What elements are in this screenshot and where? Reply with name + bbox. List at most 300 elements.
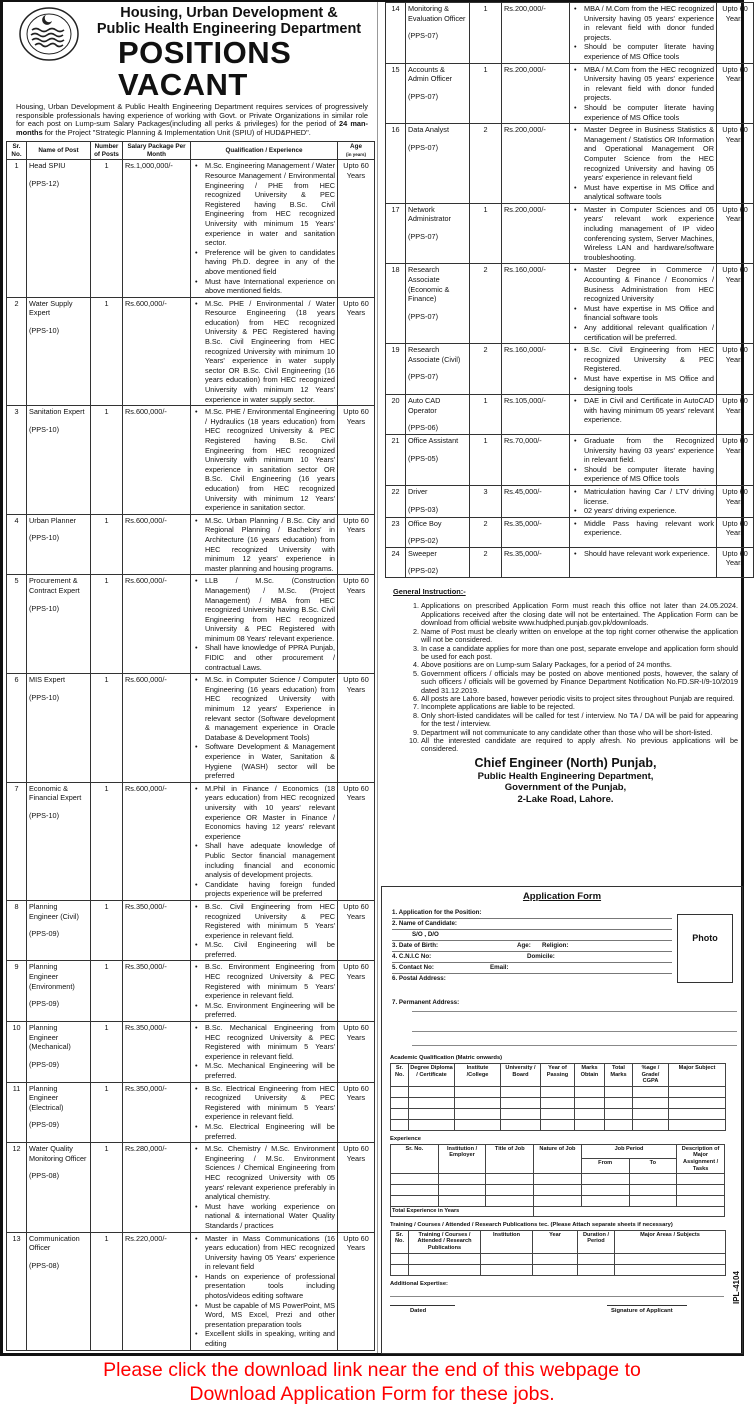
form-cell[interactable] xyxy=(409,1253,481,1264)
qualification-item: • Master in Computer Sciences and 05 years' relevant work experience including management of IP video conferencing system, Server Machines, Wireless LAN and hardware/software troubleshooting. xyxy=(572,205,714,263)
address-line[interactable] xyxy=(412,1031,737,1032)
form-column-header: Title of Job xyxy=(486,1144,534,1173)
form-cell[interactable] xyxy=(578,1264,615,1275)
form-cell[interactable] xyxy=(391,1086,409,1097)
field-label: 3. Date of Birth: xyxy=(392,942,439,949)
form-cell[interactable] xyxy=(581,1196,629,1207)
form-cell[interactable] xyxy=(533,1253,578,1264)
form-field[interactable] xyxy=(392,999,672,1009)
serial-number: 10 xyxy=(7,1022,27,1083)
salary-package: Rs.105,000/- xyxy=(502,395,570,435)
serial-number: 11 xyxy=(7,1082,27,1143)
qualification-item: • B.Sc. Civil Engineering from HEC recognized University & PEC Registered with minimum 5 Years' experience in relevant field. xyxy=(193,902,335,940)
position-row xyxy=(386,547,754,577)
form-cell[interactable] xyxy=(575,1097,605,1108)
post-name-cell xyxy=(406,344,470,395)
form-cell[interactable] xyxy=(669,1097,726,1108)
form-cell[interactable] xyxy=(438,1185,486,1196)
post-name: Data Analyst xyxy=(408,125,449,135)
form-column-header: University / Board xyxy=(501,1064,541,1087)
form-cell[interactable] xyxy=(534,1185,582,1196)
serial-number: 7 xyxy=(7,782,27,900)
form-cell[interactable] xyxy=(633,1086,669,1097)
qualification-cell xyxy=(570,3,717,64)
age-limit: Upto 60 Years xyxy=(338,297,375,406)
form-cell[interactable] xyxy=(486,1196,534,1207)
form-cell[interactable] xyxy=(501,1086,541,1097)
number-of-posts: 1 xyxy=(91,1082,123,1143)
qualification-cell xyxy=(191,160,338,297)
column-header-posts xyxy=(91,142,123,160)
position-row xyxy=(386,395,754,435)
age-limit: Upto 60 Years xyxy=(338,1143,375,1232)
serial-number: 15 xyxy=(386,63,406,124)
qualification-cell xyxy=(191,406,338,515)
position-row xyxy=(386,434,754,485)
post-name-cell xyxy=(27,782,91,900)
form-cell[interactable] xyxy=(677,1196,725,1207)
form-cell[interactable] xyxy=(391,1196,439,1207)
age-label: Age: xyxy=(517,942,531,949)
serial-number: 3 xyxy=(7,406,27,515)
form-cell[interactable] xyxy=(633,1108,669,1119)
post-name: Economic & Financial Expert xyxy=(29,783,82,803)
post-name-cell xyxy=(406,547,470,577)
qualification-item: • B.Sc. Environment Engineering from HEC recognized University & PEC Registered with minimum 5 Years' experience in relevant field. xyxy=(193,962,335,1000)
signatory-govt: Government of the Punjab, xyxy=(504,782,627,794)
age-limit: Upto 60 Years xyxy=(717,344,754,395)
column-header-qual xyxy=(191,142,338,160)
form-column-header: Total Marks xyxy=(605,1064,633,1087)
training-caption: Training / Courses / Attended / Research Publications tec. (Please Attach separate sheets if necessary) xyxy=(390,1221,673,1228)
qualification-cell xyxy=(191,1232,338,1350)
form-cell[interactable] xyxy=(391,1119,409,1130)
number-of-posts: 2 xyxy=(470,344,502,395)
form-cell[interactable] xyxy=(438,1174,486,1185)
age-limit: Upto 60 Years xyxy=(717,547,754,577)
position-row xyxy=(386,63,754,124)
post-name-cell xyxy=(27,406,91,515)
salary-package: Rs.350,000/- xyxy=(123,1082,191,1143)
column-header-salary xyxy=(123,142,191,160)
form-cell[interactable] xyxy=(633,1097,669,1108)
post-name-cell xyxy=(406,3,470,64)
signature-label: Signature of Applicant xyxy=(611,1307,673,1314)
position-row xyxy=(7,514,375,575)
form-cell[interactable] xyxy=(409,1097,455,1108)
qualification-cell xyxy=(191,297,338,406)
form-cell[interactable] xyxy=(455,1086,501,1097)
field-label: 5. Contact No: xyxy=(392,964,434,971)
number-of-posts: 1 xyxy=(91,1232,123,1350)
qualification-item: • Master in Mass Communications (16 years education) from HEC recognized University having 05 Years' experience in relevant field xyxy=(193,1234,335,1272)
form-cell[interactable] xyxy=(409,1086,455,1097)
qualification-item: • B.Sc. Electrical Engineering from HEC recognized University & PEC Registered with minimum 5 Years' experience in relevant field. xyxy=(193,1084,335,1122)
qualification-item: • Shall have adequate knowledge of Public Sector financial management including financial and economic analysis of development projects. xyxy=(193,841,335,879)
salary-package: Rs.200,000/- xyxy=(502,203,570,264)
instruction-item: 9. Department will not communicate to any candidate other than those who will be short-listed. xyxy=(421,729,738,737)
serial-number: 21 xyxy=(386,434,406,485)
form-column-header: Institution / Employer xyxy=(438,1144,486,1173)
qualification-item: • Preference will be given to candidates having Ph.D. degree in any of the above mentioned field xyxy=(193,248,335,277)
punjab-government-logo-icon xyxy=(18,6,80,62)
post-name-cell xyxy=(27,1022,91,1083)
form-cell[interactable] xyxy=(633,1119,669,1130)
instruction-item: 3. In case a candidate applies for more than one post, separate envelope and application form should be used for each post. xyxy=(421,645,738,662)
signature-row xyxy=(390,1305,724,1323)
form-cell[interactable] xyxy=(669,1119,726,1130)
form-cell[interactable] xyxy=(629,1185,677,1196)
form-blank-row xyxy=(391,1086,726,1097)
form-cell[interactable] xyxy=(534,1196,582,1207)
post-name-cell xyxy=(27,160,91,297)
qualification-item: • Master Degree in Commerce / Accounting & Finance / Economics / Business Administration from HEC recognized University xyxy=(572,265,714,303)
form-cell[interactable] xyxy=(391,1174,439,1185)
instruction-item: 1. Applications on prescribed Application Form must reach this office not later than 24.05.2024. Applications received after the closing date will not be entertained. The Application Form can be download from official website www.hudphed.punjab.gov.pk/downloads. xyxy=(421,602,738,627)
qualification-item: • Shall have knowledge of PPRA Punjab, FIDIC and other procurement / contractual Laws. xyxy=(193,643,335,672)
age-limit: Upto 60 Years xyxy=(338,674,375,783)
form-field[interactable] xyxy=(392,975,672,985)
intro-paragraph xyxy=(16,103,368,137)
qualification-item: • Should be computer literate having experience of MS Office tools xyxy=(572,465,714,484)
qualification-cell xyxy=(570,517,717,547)
signature-line[interactable] xyxy=(607,1305,687,1306)
form-cell[interactable] xyxy=(486,1185,534,1196)
form-column-header: Major Subject xyxy=(669,1064,726,1087)
signatory-title: Chief Engineer (North) Punjab, xyxy=(474,755,657,770)
form-cell[interactable] xyxy=(541,1097,575,1108)
form-column-header: Training / Courses / Attended / Research Publications xyxy=(409,1230,481,1253)
qualification-item: • Must have working experience on national & international Water Quality Standards / practices xyxy=(193,1202,335,1231)
header-label: Sr. No. xyxy=(11,143,22,158)
additional-expertise-line[interactable] xyxy=(390,1289,724,1297)
serial-number: 14 xyxy=(386,3,406,64)
qualification-item: • M.Sc. Civil Engineering will be preferred. xyxy=(193,940,335,959)
number-of-posts: 1 xyxy=(91,782,123,900)
age-limit: Upto 60 Years xyxy=(338,160,375,297)
number-of-posts: 1 xyxy=(91,406,123,515)
number-of-posts: 2 xyxy=(470,124,502,204)
religion-label: Religion: xyxy=(542,942,569,949)
post-name: Auto CAD Operator xyxy=(408,396,441,415)
form-title: Application Form xyxy=(522,891,602,902)
form-column-header: From xyxy=(581,1159,629,1174)
form-tables-section xyxy=(382,1055,742,1329)
salary-package: Rs.600,000/- xyxy=(123,297,191,406)
form-column-header: Nature of Job xyxy=(534,1144,582,1173)
age-limit: Upto 60 Years xyxy=(717,63,754,124)
pay-scale: (PPS-09) xyxy=(29,1059,60,1069)
right-column xyxy=(385,2,748,805)
post-name: Urban Planner xyxy=(29,515,77,525)
form-cell[interactable] xyxy=(501,1119,541,1130)
post-name-cell xyxy=(406,395,470,435)
qualification-item: • Any additional relevant qualification / certification will be preferred. xyxy=(572,323,714,342)
form-cell[interactable] xyxy=(438,1196,486,1207)
form-cell[interactable] xyxy=(615,1264,726,1275)
serial-number: 8 xyxy=(7,900,27,961)
qualification-item: • Hands on experience of professional presentation tools including photos/videos editing software xyxy=(193,1272,335,1301)
position-row xyxy=(386,264,754,344)
age-limit: Upto 60 Years xyxy=(338,514,375,575)
form-cell[interactable] xyxy=(581,1174,629,1185)
qualification-cell xyxy=(570,124,717,204)
position-row xyxy=(7,782,375,900)
qualification-item: • MBA / M.Com from the HEC recognized University having 05 years' experience in relevant field with donor funded projects. xyxy=(572,65,714,103)
pay-scale: (PPS-07) xyxy=(408,142,439,152)
serial-number: 17 xyxy=(386,203,406,264)
form-cell[interactable] xyxy=(501,1097,541,1108)
post-name: Office Assistant xyxy=(408,435,459,445)
column-header-sr xyxy=(7,142,27,160)
serial-number: 19 xyxy=(386,344,406,395)
qualification-item: • Should be computer literate having experience of MS Office tools xyxy=(572,42,714,61)
table-header-row xyxy=(7,142,375,160)
qualification-item: • Matriculation having Car / LTV driving license. xyxy=(572,487,714,506)
position-row xyxy=(386,124,754,204)
qualification-item: • M.Sc. Environment Engineering will be preferred. xyxy=(193,1001,335,1020)
number-of-posts: 1 xyxy=(91,1143,123,1232)
pay-scale: (PPS-07) xyxy=(408,91,439,101)
header-label: Name of Post xyxy=(38,147,79,155)
form-cell[interactable] xyxy=(669,1086,726,1097)
qualification-cell xyxy=(570,63,717,124)
serial-number: 13 xyxy=(7,1232,27,1350)
qualification-cell xyxy=(191,900,338,961)
qualification-item: • 02 years' driving experience. xyxy=(572,506,714,516)
form-cell[interactable] xyxy=(534,1174,582,1185)
form-cell[interactable] xyxy=(391,1097,409,1108)
post-name-cell xyxy=(406,264,470,344)
position-row xyxy=(7,1022,375,1083)
advert-header xyxy=(6,2,374,141)
form-cell[interactable] xyxy=(486,1174,534,1185)
salary-package: Rs.600,000/- xyxy=(123,514,191,575)
post-name: Sweeper xyxy=(408,548,437,558)
dated-label: Dated xyxy=(410,1307,427,1314)
form-cell[interactable] xyxy=(391,1108,409,1119)
post-name-cell xyxy=(27,1143,91,1232)
qualification-cell xyxy=(191,575,338,674)
post-name: Planning Engineer (Environment) xyxy=(29,962,75,991)
instruction-item: 6. All posts are Lahore based, however periodic visits to project sites throughout Punjab are required. xyxy=(421,695,738,703)
form-cell[interactable] xyxy=(533,1264,578,1275)
form-cell[interactable] xyxy=(455,1119,501,1130)
date-line[interactable] xyxy=(390,1305,455,1306)
form-cell[interactable] xyxy=(409,1119,455,1130)
address-line[interactable] xyxy=(412,1045,737,1046)
header-label: Salary Package Per Month xyxy=(127,143,186,158)
pay-scale: (PPS-09) xyxy=(29,1120,60,1130)
qualification-item: • Software Development & Management experience in Water, Sanitation & Hygiene (WASH) sector will be preferred xyxy=(193,742,335,780)
signatory-dept: Public Health Engineering Department, xyxy=(477,770,654,782)
header-label: Number of Posts xyxy=(94,143,119,158)
age-limit: Upto 60 Years xyxy=(717,434,754,485)
pay-scale: (PPS-02) xyxy=(408,566,439,576)
field-label: 4. C.N.I.C No: xyxy=(392,953,432,960)
personal-details-section xyxy=(382,887,742,1055)
serial-number: 1 xyxy=(7,160,27,297)
form-cell[interactable] xyxy=(575,1108,605,1119)
pay-scale: (PPS-08) xyxy=(29,1260,60,1270)
qualification-item: • B.Sc. Civil Engineering from HEC recognized University & PEC Registered. xyxy=(572,345,714,374)
qualification-cell xyxy=(191,514,338,575)
form-cell[interactable] xyxy=(391,1253,409,1264)
photo-box: Photo xyxy=(677,914,733,983)
number-of-posts: 1 xyxy=(91,961,123,1022)
form-cell[interactable] xyxy=(605,1097,633,1108)
form-column-header: To xyxy=(629,1159,677,1174)
academic-table xyxy=(390,1063,726,1131)
form-field[interactable] xyxy=(392,964,672,974)
age-limit: Upto 60 Years xyxy=(338,406,375,515)
pay-scale: (PPS-07) xyxy=(408,372,439,382)
address-line[interactable] xyxy=(412,1011,737,1012)
serial-number: 22 xyxy=(386,485,406,517)
post-name: Office Boy xyxy=(408,518,442,528)
salary-package: Rs.200,000/- xyxy=(502,124,570,204)
qualification-item: • M.Sc. PHE / Environmental Engineering / Hydraulics (18 years education) from HEC recognized University & PEC Registered having B.Sc. Civil Engineering from HEC recognized University with minimum 10 Years' experience in sanitation sector OR B.Sc. Civil Engineering (16 years education) from HEC recognized University with minimum 12 Years' experience in sanitation sector. xyxy=(193,407,335,513)
pay-scale: (PPS-02) xyxy=(408,536,439,546)
form-cell[interactable] xyxy=(629,1174,677,1185)
age-limit: Upto 60 Years xyxy=(717,3,754,64)
form-cell[interactable] xyxy=(578,1253,615,1264)
position-row xyxy=(386,485,754,517)
serial-number: 24 xyxy=(386,547,406,577)
form-cell[interactable] xyxy=(481,1264,533,1275)
pay-scale: (PPS-06) xyxy=(408,423,439,433)
serial-number: 16 xyxy=(386,124,406,204)
form-column-header: Marks Obtain xyxy=(575,1064,605,1087)
form-cell[interactable] xyxy=(629,1196,677,1207)
form-cell[interactable] xyxy=(481,1253,533,1264)
form-cell[interactable] xyxy=(409,1264,481,1275)
post-name-cell xyxy=(27,514,91,575)
form-cell[interactable] xyxy=(677,1185,725,1196)
qualification-cell xyxy=(191,782,338,900)
column-divider xyxy=(377,2,378,1353)
form-cell[interactable] xyxy=(615,1253,726,1264)
form-cell[interactable] xyxy=(575,1086,605,1097)
form-blank-row xyxy=(391,1185,725,1196)
form-column-header: Institution xyxy=(481,1230,533,1253)
post-name: Water Supply Expert xyxy=(29,298,73,318)
form-cell[interactable] xyxy=(391,1264,409,1275)
age-limit: Upto 60 Years xyxy=(338,1082,375,1143)
qualification-item: • Middle Pass having relevant work experience. xyxy=(572,519,714,538)
intro-project: for the Project "Strategic Planning & Implementation Unit (SPIU) of HUD&PHED". xyxy=(42,127,311,137)
post-name-cell xyxy=(27,297,91,406)
salary-package: Rs.220,000/- xyxy=(123,1232,191,1350)
form-field[interactable] xyxy=(392,953,672,963)
form-cell[interactable] xyxy=(455,1108,501,1119)
instruction-item: 5. Government officers / officials may be posted on above mentioned posts, however, the salary of such officers / officials will be governed by Finance Department Notification No.FD.SR-I/9-10/2019 dated 31.12.2019. xyxy=(421,670,738,695)
form-field[interactable] xyxy=(392,909,672,919)
salary-package: Rs.70,000/- xyxy=(502,434,570,485)
domicile-label: Domicile: xyxy=(527,953,555,960)
position-row xyxy=(7,1143,375,1232)
form-cell[interactable] xyxy=(541,1086,575,1097)
post-name-cell xyxy=(406,203,470,264)
form-cell[interactable] xyxy=(669,1108,726,1119)
form-cell[interactable] xyxy=(455,1097,501,1108)
qualification-item: • M.Phil in Finance / Economics (18 years education) from HEC recognized university with 10 years' relevant experience OR Master in Finance / Economics having 12 years' relevant experience xyxy=(193,784,335,842)
qualification-item: • LLB / M.Sc. (Construction Management) / M.Sc. (Project Management) / MBA from HEC recognized University having B.Sc. Civil Engineering from HEC recognized University & PEC Registered with minimum 08 Years' relevant experience. xyxy=(193,576,335,643)
form-column-header: %age / Grade/ CGPA xyxy=(633,1064,669,1087)
position-row xyxy=(386,3,754,64)
qualification-item: • Must have expertise in MS Office and financial software tools xyxy=(572,304,714,323)
salary-package: Rs.160,000/- xyxy=(502,264,570,344)
pay-scale: (PPS-09) xyxy=(29,999,60,1009)
number-of-posts: 1 xyxy=(91,575,123,674)
qualification-cell xyxy=(570,395,717,435)
form-column-header: Year xyxy=(533,1230,578,1253)
qualification-cell xyxy=(191,1143,338,1232)
positions-table-left xyxy=(6,141,375,1350)
column-header-age xyxy=(338,142,375,160)
qualification-item: • M.Sc. Electrical Engineering will be preferred. xyxy=(193,1122,335,1141)
form-cell[interactable] xyxy=(391,1185,439,1196)
pay-scale: (PPS-10) xyxy=(29,603,60,613)
form-column-header: Major Areas / Subjects xyxy=(615,1230,726,1253)
number-of-posts: 1 xyxy=(91,297,123,406)
instruction-item: 2. Name of Post must be clearly written on envelope at the top right corner otherwise the application will not be considered. xyxy=(421,628,738,645)
age-limit: Upto 60 Years xyxy=(338,900,375,961)
number-of-posts: 1 xyxy=(470,203,502,264)
ipl-code: IPL-4104 xyxy=(732,1271,741,1304)
form-cell[interactable] xyxy=(541,1108,575,1119)
form-cell[interactable] xyxy=(677,1174,725,1185)
post-name: Research Associate (Economic & Finance) xyxy=(408,265,450,304)
post-name: Planning Engineer (Mechanical) xyxy=(29,1023,71,1052)
position-row xyxy=(7,575,375,674)
form-cell[interactable] xyxy=(409,1108,455,1119)
pay-scale: (PPS-08) xyxy=(29,1171,60,1181)
pay-scale: (PPS-03) xyxy=(408,504,439,514)
qualification-item: • M.Sc. Mechanical Engineering will be preferred. xyxy=(193,1061,335,1080)
form-cell[interactable] xyxy=(541,1119,575,1130)
form-cell[interactable] xyxy=(575,1119,605,1130)
pay-scale: (PPS-09) xyxy=(29,929,60,939)
salary-package: Rs.600,000/- xyxy=(123,575,191,674)
form-cell[interactable] xyxy=(605,1119,633,1130)
form-field[interactable] xyxy=(392,920,672,930)
form-cell[interactable] xyxy=(605,1086,633,1097)
form-column-header: Degree Diploma / Certificate xyxy=(409,1064,455,1087)
form-cell[interactable] xyxy=(501,1108,541,1119)
form-cell[interactable] xyxy=(605,1108,633,1119)
qualification-cell xyxy=(570,485,717,517)
pay-scale: (PPS-12) xyxy=(29,178,60,188)
post-name: Procurement & Contract Expert xyxy=(29,576,80,595)
position-row xyxy=(7,406,375,515)
number-of-posts: 1 xyxy=(470,63,502,124)
salary-package: Rs.200,000/- xyxy=(502,63,570,124)
qualification-cell xyxy=(191,1022,338,1083)
position-row xyxy=(7,961,375,1022)
qualification-item: • Must be capable of MS PowerPoint, MS Word, MS Excel, Prezi and other presentation preparation tools xyxy=(193,1301,335,1330)
number-of-posts: 1 xyxy=(91,1022,123,1083)
number-of-posts: 1 xyxy=(91,160,123,297)
post-name-cell xyxy=(27,1232,91,1350)
form-field[interactable] xyxy=(392,942,672,952)
form-field[interactable] xyxy=(392,931,672,941)
total-experience-input[interactable] xyxy=(534,1207,725,1217)
form-cell[interactable] xyxy=(581,1185,629,1196)
qualification-item: • MBA / M.Com from the HEC recognized University having 05 years' experience in relevant field with donor funded projects. xyxy=(572,4,714,42)
qualification-cell xyxy=(570,344,717,395)
post-name: Planning Engineer (Electrical) xyxy=(29,1083,64,1112)
